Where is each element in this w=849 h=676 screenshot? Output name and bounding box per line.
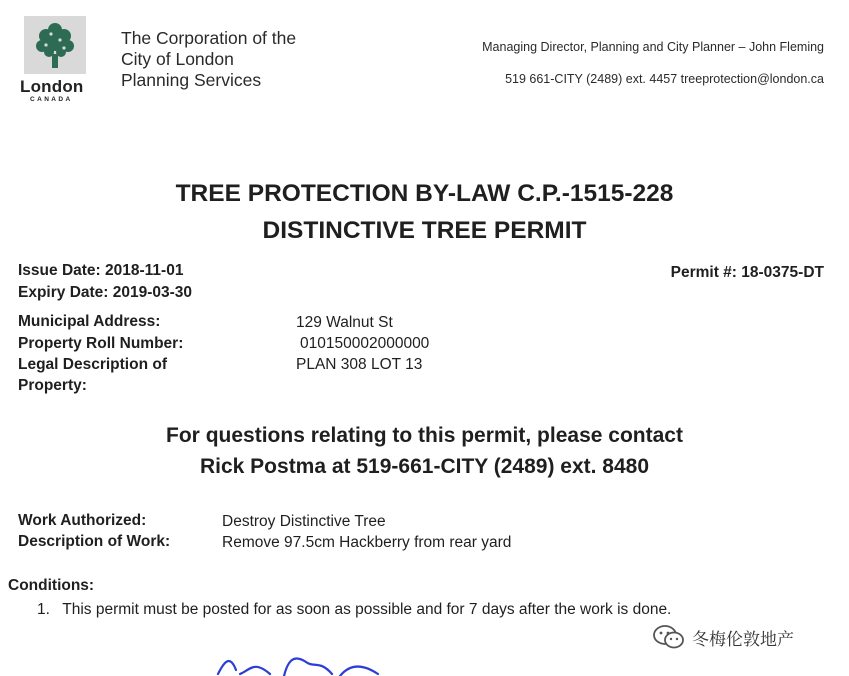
- issue-date-label: Issue Date:: [18, 262, 101, 279]
- permit-number-row: [671, 264, 824, 282]
- legal-description-label-line-2: Property:: [18, 377, 87, 394]
- issue-date-row: [18, 262, 183, 280]
- roll-number-label: Property Roll Number:: [18, 335, 184, 352]
- tree-logo-icon: [24, 16, 86, 74]
- address-label: Municipal Address:: [18, 313, 161, 330]
- work-description-value: Remove 97.5cm Hackberry from rear yard: [222, 534, 512, 551]
- city-logo: [24, 16, 86, 74]
- watermark-text: 冬梅伦敦地产: [692, 630, 794, 649]
- wechat-icon: [652, 624, 686, 650]
- managing-director-line: Managing Director, Planning and City Planner – John Fleming: [482, 40, 824, 54]
- expiry-date-label: Expiry Date:: [18, 284, 109, 301]
- work-authorized-value: Destroy Distinctive Tree: [222, 513, 386, 530]
- permit-number-value: 18-0375-DT: [741, 264, 824, 281]
- contact-notice-line-2: Rick Postma at 519-661-CITY (2489) ext. 8480: [199, 455, 650, 478]
- condition-text: This permit must be posted for as soon as possible and for 7 days after the work is done.: [62, 601, 672, 618]
- organization-line-3: Planning Services: [121, 70, 262, 90]
- expiry-date-value: 2019-03-30: [112, 284, 193, 301]
- organization-name: [121, 28, 296, 91]
- document-title: TREE PROTECTION BY-LAW C.P.-1515-228: [175, 180, 674, 207]
- logo-country-name: CANADA: [30, 96, 73, 103]
- work-description-label: Description of Work:: [18, 533, 171, 550]
- organization-line-2: City of London: [121, 49, 234, 69]
- expiry-date-row: [18, 284, 192, 302]
- issue-date-value: 2018-11-01: [105, 262, 184, 279]
- work-authorized-label: Work Authorized:: [18, 512, 147, 529]
- condition-number: 1.: [37, 601, 50, 618]
- tree-protection-contact-line: 519 661-CITY (2489) ext. 4457 treeprotection@london.ca: [505, 72, 824, 86]
- logo-city-name: London: [20, 77, 84, 96]
- signature-scribble: [210, 640, 410, 676]
- condition-item: [37, 601, 671, 619]
- permit-number-label: Permit #:: [670, 264, 737, 281]
- organization-line-1: The Corporation of the: [121, 28, 297, 48]
- conditions-heading: Conditions:: [8, 577, 95, 594]
- contact-notice-line-1: For questions relating to this permit, please contact: [166, 424, 683, 447]
- legal-description-value: PLAN 308 LOT 13: [296, 356, 423, 373]
- roll-number-value: 010150002000000: [300, 335, 430, 352]
- address-value: 129 Walnut St: [296, 314, 393, 331]
- legal-description-label-line-1: Legal Description of: [18, 356, 167, 373]
- document-subtitle: DISTINCTIVE TREE PERMIT: [262, 217, 587, 244]
